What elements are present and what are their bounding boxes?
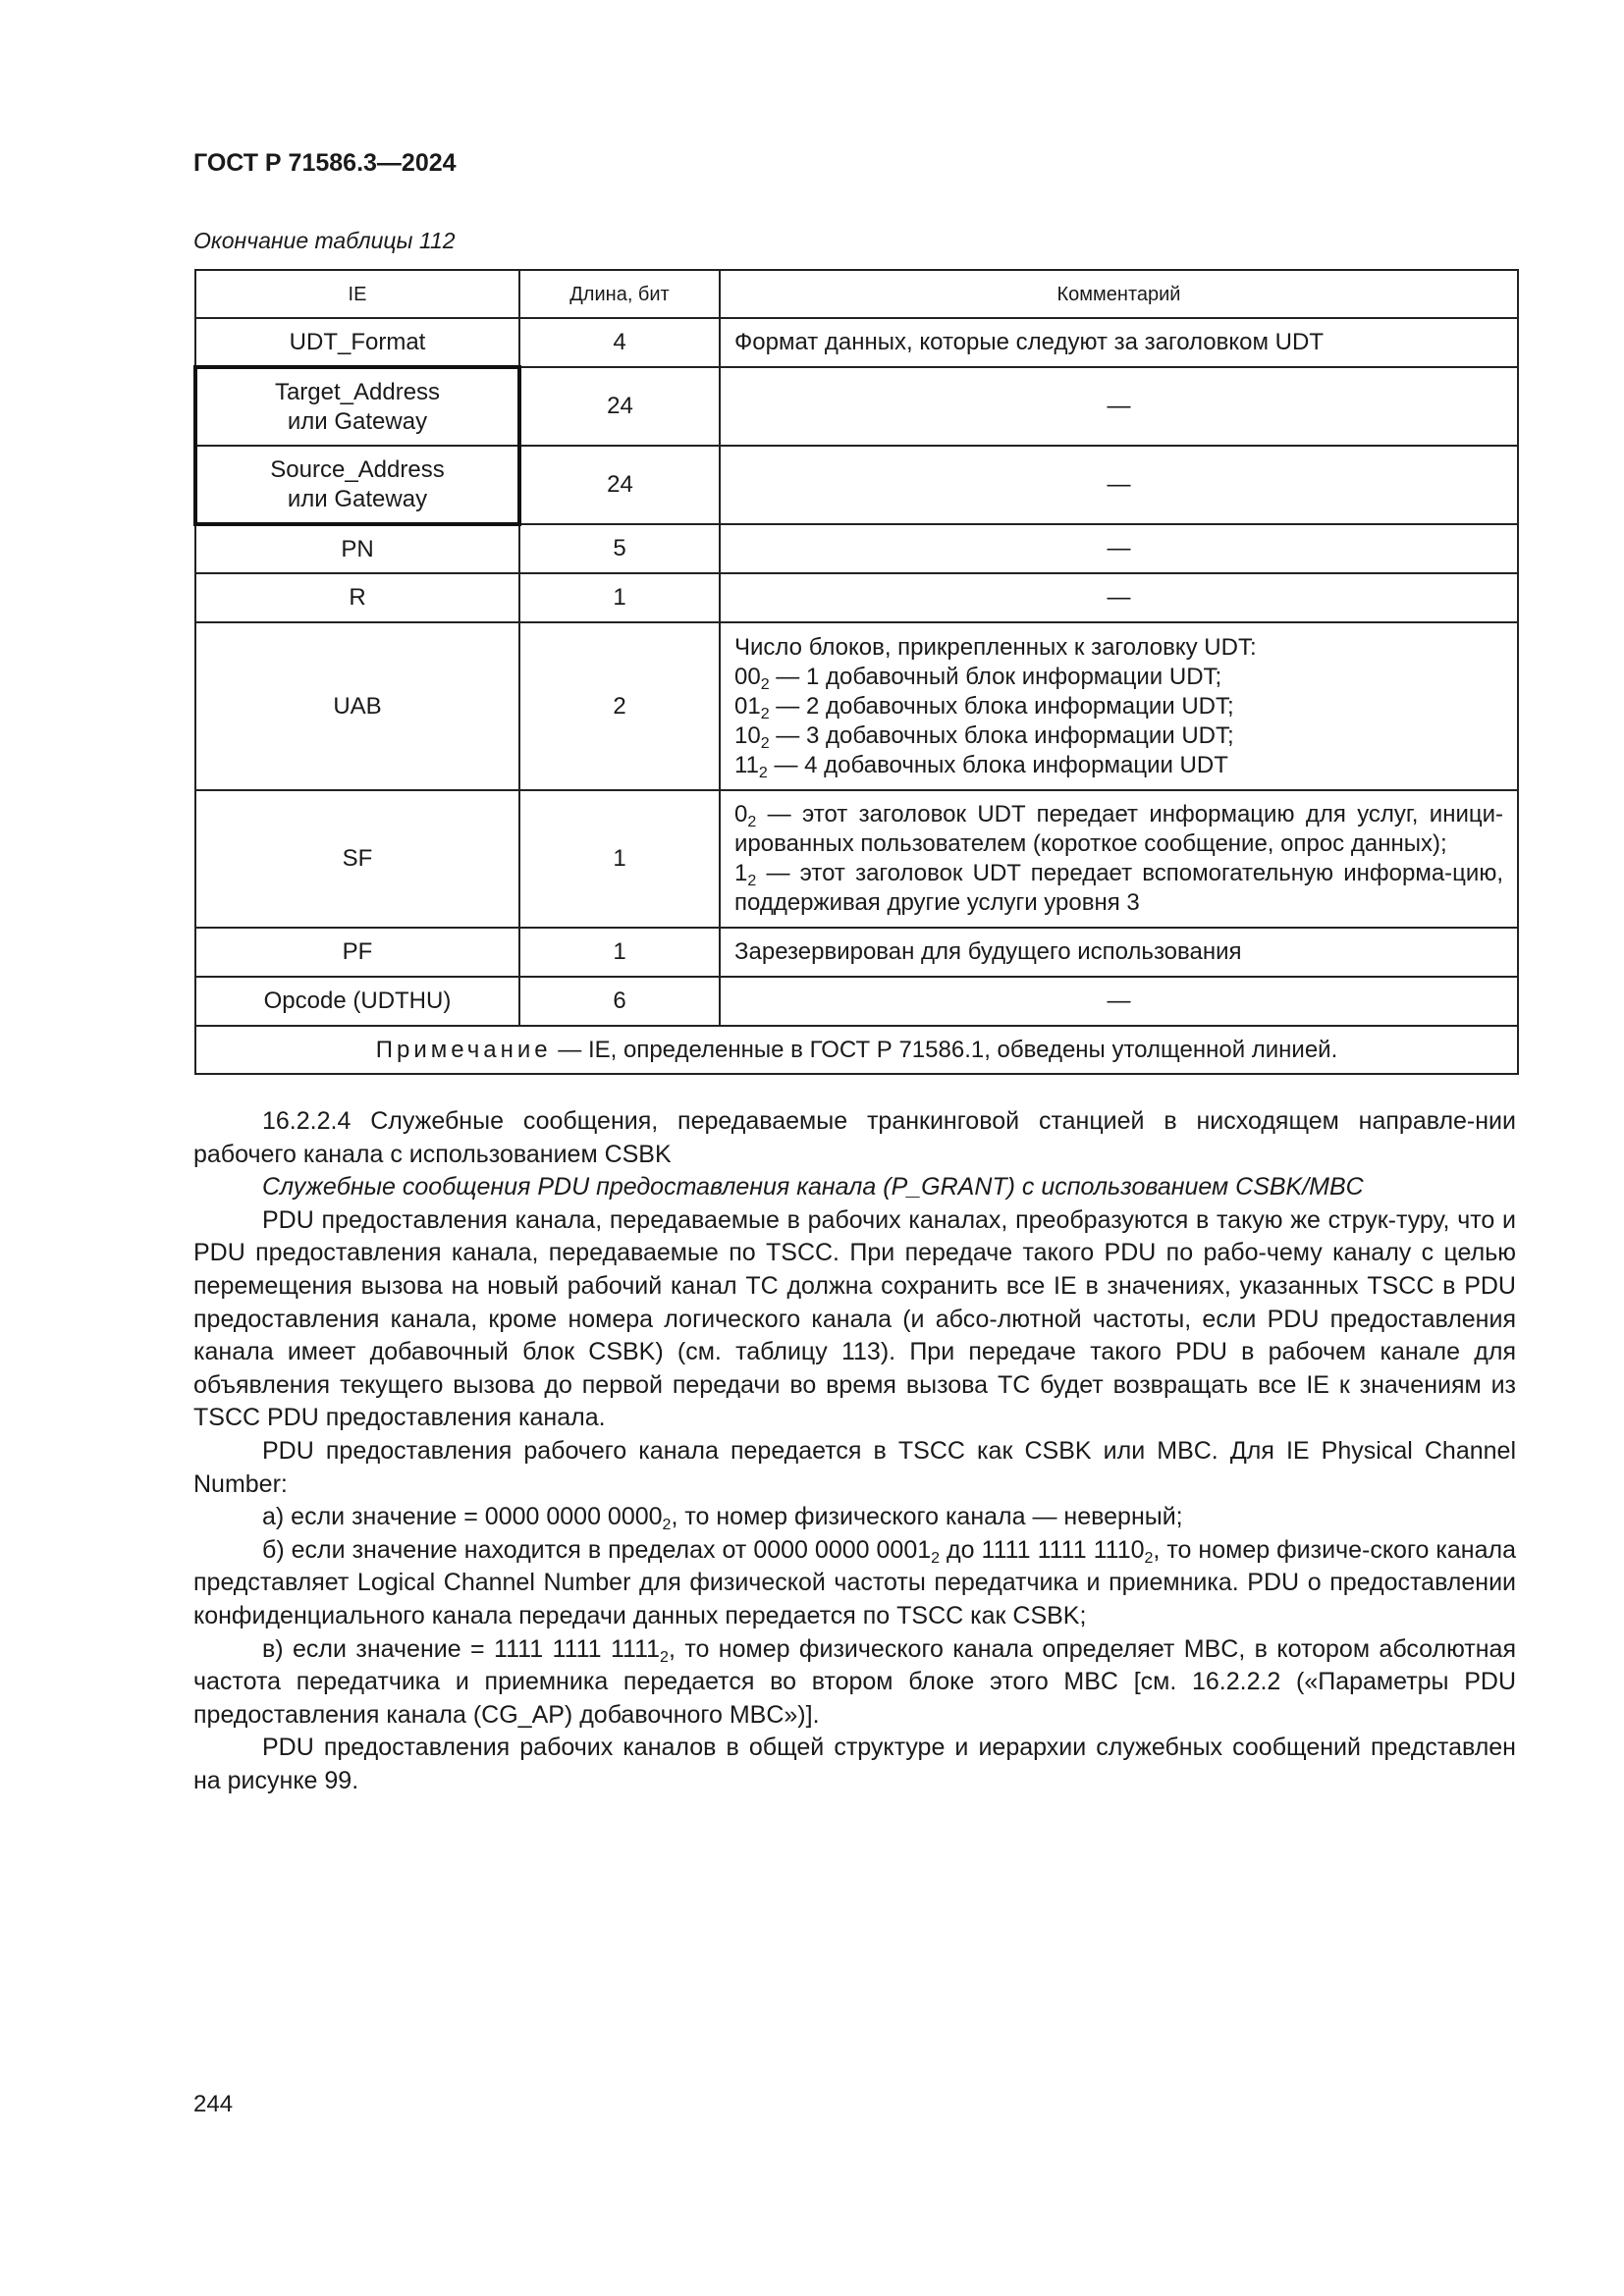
cell-comment: — bbox=[720, 367, 1518, 446]
comment-part: $0_2$ — этот заголовок UDT передает информацию для услуг, иници-ированных пользователем (короткое сообщение, опрос данных); bbox=[734, 801, 1503, 857]
cell-ie bbox=[195, 446, 519, 524]
table-row bbox=[195, 573, 1518, 622]
list-item-b: б) если значение находится в пределах от 0000 0000 $0001_2$ до 1111 1111 $1110_2$, то номер физиче-ского канала представляет Logical Channel Number для физической частоты передатчика и приемника. PDU о предоставлении конфиденциального канала передачи данных передается по TSCC как CSBK; bbox=[193, 1535, 1517, 1629]
list-item-c: в) если значение = 1111 1111 $1111_2$, то номер физического канала определяет MBC, в котором абсолютная частота передатчика и приемника передается во втором блоке этого MBC [см. 16.2.2.2 («Параметры PDU предоставления канала (CG_AP) добавочного MBC»)]. bbox=[193, 1634, 1516, 1729]
paragraph: PDU предоставления канала, передаваемые в рабочих каналах, преобразуются в такую же струк-туру, что и PDU предоставления канала, передаваемые по TSCC. При передаче такого PDU по рабо-чему каналу с целью перемещения вызова на новый рабочий канал TC должна сохранить все IE в значениях, указанных TSCC в PDU предоставления канала, кроме номера логического канала (и абсо-лютной частоты, если PDU предоставления канала имеет добавочный блок CSBK) (см. таблицу 113). При передаче такого PDU в рабочем канале для объявления текущего вызова до первой передачи во время вызова TC будет возвращать все IE к значениям из TSCC PDU предоставления канала. bbox=[193, 1205, 1516, 1432]
comment-part: $1_2$ — этот заголовок UDT передает вспомогательную информа-цию, поддерживая другие услуги уровня 3 bbox=[734, 860, 1503, 916]
page-number: 244 bbox=[193, 2091, 234, 2117]
table-caption: Окончание таблицы 112 bbox=[193, 228, 456, 253]
cell-ie: SF bbox=[195, 790, 519, 928]
comment-line: $01_2$ — 2 добавочных блока информации UDT; bbox=[734, 692, 1234, 722]
cell-ie: Opcode (UDTHU) bbox=[195, 977, 519, 1026]
comment-line: $11_2$ — 4 добавочных блока информации UDT bbox=[734, 751, 1228, 781]
paragraph: PDU предоставления рабочих каналов в общей структуре и иерархии служебных сообщений представлен на рисунке 99. bbox=[193, 1734, 1516, 1794]
table-note bbox=[195, 1026, 1518, 1074]
cell-comment bbox=[720, 790, 1518, 928]
cell-ie-line2: или Gateway bbox=[287, 407, 428, 435]
cell-length: 1 bbox=[519, 573, 720, 622]
cell-comment bbox=[720, 622, 1518, 790]
cell-ie: PF bbox=[195, 928, 519, 977]
comment-line: $00_2$ — 1 добавочный блок информации UDT; bbox=[734, 663, 1222, 693]
table-row bbox=[195, 524, 1518, 573]
table-row bbox=[195, 790, 1518, 928]
note-text: — IE, определенные в ГОСТ Р 71586.1, обведены утолщенной линией. bbox=[551, 1036, 1338, 1063]
subsection-title: Служебные сообщения PDU предоставления канала (P_GRANT) с использованием CSBK/MBC bbox=[262, 1173, 1364, 1201]
cell-comment: — bbox=[720, 977, 1518, 1026]
cell-ie-line1: Target_Address bbox=[274, 378, 441, 405]
column-header-comment: Комментарий bbox=[720, 270, 1518, 318]
cell-ie-line1: Source_Address bbox=[270, 455, 445, 483]
table-row bbox=[195, 367, 1518, 446]
cell-comment: — bbox=[720, 573, 1518, 622]
cell-ie-line2: или Gateway bbox=[287, 485, 428, 512]
cell-comment: Зарезервирован для будущего использования bbox=[720, 928, 1518, 977]
body-text bbox=[193, 1105, 1516, 1797]
document-header: ГОСТ Р 71586.3—2024 bbox=[193, 149, 457, 177]
column-header-length: Длина, бит bbox=[519, 270, 720, 318]
cell-length: 6 bbox=[519, 977, 720, 1026]
paragraph: PDU предоставления рабочего канала передается в TSCC как CSBK или MBC. Для IE Physical Channel Number: bbox=[193, 1436, 1516, 1498]
table-row bbox=[195, 622, 1518, 790]
column-header-ie: IE bbox=[195, 270, 519, 318]
cell-length: 24 bbox=[519, 446, 720, 524]
cell-ie: UDT_Format bbox=[195, 318, 519, 367]
cell-length: 5 bbox=[519, 524, 720, 573]
table-row bbox=[195, 318, 1518, 367]
cell-comment: — bbox=[720, 524, 1518, 573]
cell-ie: R bbox=[195, 573, 519, 622]
cell-comment: — bbox=[720, 446, 1518, 524]
comment-line: $10_2$ — 3 добавочных блока информации UDT; bbox=[734, 721, 1234, 752]
table-note-row bbox=[195, 1026, 1518, 1074]
cell-length: 4 bbox=[519, 318, 720, 367]
list-item-a: а) если значение = 0000 0000 $0000_2$, то номер физического канала — неверный; bbox=[262, 1503, 1183, 1534]
comment-line: Число блоков, прикрепленных к заголовку UDT: bbox=[734, 633, 1257, 661]
cell-ie bbox=[195, 367, 519, 446]
cell-length: 1 bbox=[519, 928, 720, 977]
cell-length: 24 bbox=[519, 367, 720, 446]
table-row bbox=[195, 977, 1518, 1026]
note-label: Примечание bbox=[375, 1036, 552, 1063]
section-heading-paragraph: 16.2.2.4 Служебные сообщения, передаваемые транкинговой станцией в нисходящем направле-нии рабочего канала с использованием CSBK bbox=[193, 1107, 1516, 1168]
table-row bbox=[195, 928, 1518, 977]
cell-comment: Формат данных, которые следуют за заголовком UDT bbox=[720, 318, 1518, 367]
ie-table bbox=[193, 269, 1519, 1075]
table-row bbox=[195, 446, 1518, 524]
table-header-row bbox=[195, 270, 1518, 318]
cell-length: 2 bbox=[519, 622, 720, 790]
cell-ie: PN bbox=[195, 524, 519, 573]
cell-ie: UAB bbox=[195, 622, 519, 790]
cell-length: 1 bbox=[519, 790, 720, 928]
